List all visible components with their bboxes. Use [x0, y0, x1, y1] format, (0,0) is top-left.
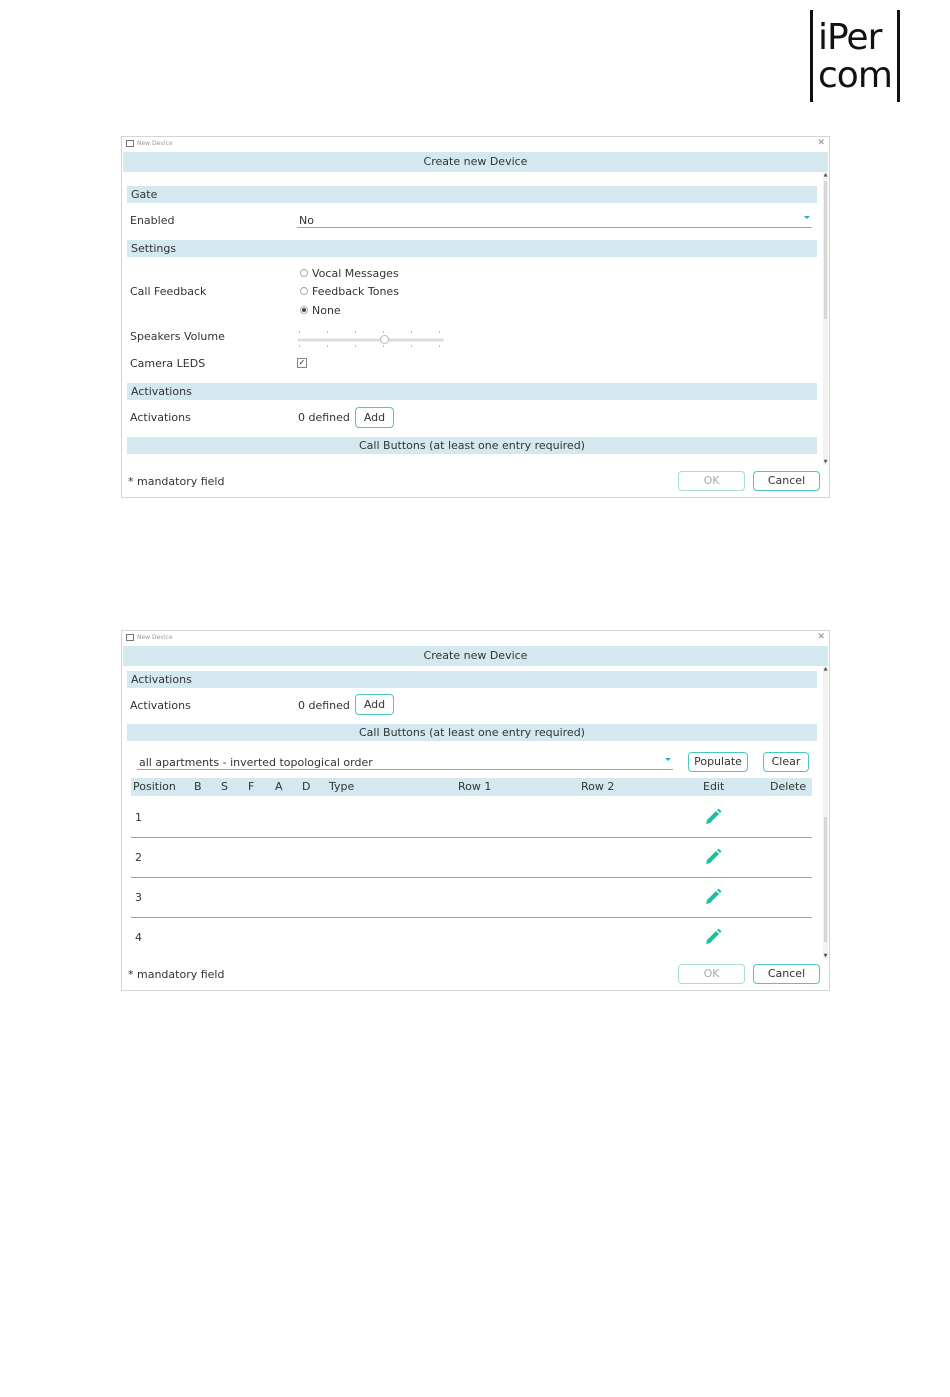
radio-label: Feedback Tones	[312, 285, 399, 298]
cancel-button[interactable]: Cancel	[753, 964, 820, 984]
logo-bar-right	[897, 10, 900, 102]
table-row	[131, 917, 812, 957]
col-f: F	[248, 780, 255, 793]
section-activations: Activations	[127, 671, 817, 688]
scroll-up-icon[interactable]: ▲	[823, 666, 828, 672]
slider-knob[interactable]	[380, 335, 389, 344]
slider-tick	[299, 345, 300, 347]
col-position: Position	[133, 780, 176, 793]
pencil-edit-icon[interactable]	[703, 847, 723, 867]
logo-text-line2: com	[818, 55, 892, 96]
row-position: 3	[135, 891, 142, 904]
table-row	[131, 877, 812, 918]
section-settings: Settings	[127, 240, 817, 257]
radio-icon	[300, 269, 308, 277]
radio-none[interactable]	[300, 304, 341, 317]
scroll-down-icon[interactable]: ▼	[823, 953, 828, 959]
speakers-volume-slider[interactable]	[297, 334, 444, 346]
slider-tick	[327, 331, 328, 333]
enabled-value: No	[299, 214, 314, 227]
ok-button[interactable]: OK	[678, 964, 745, 984]
scroll-thumb[interactable]	[824, 181, 827, 319]
activations-label: Activations	[130, 699, 191, 712]
ok-button[interactable]: OK	[678, 471, 745, 491]
slider-track	[297, 338, 444, 342]
radio-selected-icon	[300, 306, 308, 314]
camera-leds-label: Camera LEDS	[130, 357, 206, 370]
col-delete: Delete	[770, 780, 807, 793]
radio-label: Vocal Messages	[312, 267, 399, 280]
col-b: B	[194, 780, 202, 793]
camera-leds-checkbox[interactable]: ✓	[298, 358, 306, 367]
table-row	[131, 837, 812, 878]
col-row2: Row 2	[581, 780, 615, 793]
pencil-edit-icon[interactable]	[703, 807, 723, 827]
new-device-window-1	[121, 136, 830, 498]
order-select-value: all apartments - inverted topological order	[139, 756, 373, 769]
enabled-select[interactable]	[297, 213, 812, 228]
radio-vocal-messages[interactable]	[300, 267, 399, 280]
dialog-header: Create new Device	[123, 646, 828, 666]
slider-tick	[327, 345, 328, 347]
col-s: S	[221, 780, 228, 793]
close-icon[interactable]: ✕	[817, 632, 825, 642]
mandatory-field-note: * mandatory field	[128, 475, 225, 488]
clear-button[interactable]: Clear	[763, 752, 809, 772]
dialog-header: Create new Device	[123, 152, 828, 172]
window-title: New Device	[137, 140, 173, 147]
enabled-label: Enabled	[130, 214, 175, 227]
col-a: A	[275, 780, 283, 793]
col-d: D	[302, 780, 311, 793]
close-icon[interactable]: ✕	[817, 138, 825, 148]
section-gate: Gate	[127, 186, 817, 203]
slider-tick	[383, 345, 384, 347]
scrollbar[interactable]	[823, 667, 828, 959]
chevron-down-icon	[665, 758, 671, 761]
slider-tick	[355, 345, 356, 347]
order-select[interactable]	[137, 755, 673, 770]
row-position: 2	[135, 851, 142, 864]
iper-com-logo	[810, 10, 902, 102]
radio-feedback-tones[interactable]	[300, 285, 399, 298]
row-position: 4	[135, 931, 142, 944]
window-title: New Device	[137, 634, 173, 641]
logo-bar-left	[810, 10, 813, 102]
logo-text-line1: iPer	[818, 17, 882, 58]
row-position: 1	[135, 811, 142, 824]
slider-tick	[383, 331, 384, 333]
mandatory-field-note: * mandatory field	[128, 968, 225, 981]
slider-tick	[355, 331, 356, 333]
chevron-down-icon	[804, 216, 810, 219]
pencil-edit-icon[interactable]	[703, 887, 723, 907]
add-activation-button[interactable]: Add	[355, 694, 394, 715]
titlebar	[122, 137, 829, 151]
scroll-thumb[interactable]	[824, 817, 827, 942]
slider-tick	[439, 331, 440, 333]
section-call-buttons: Call Buttons (at least one entry required)	[127, 437, 817, 454]
cancel-button[interactable]: Cancel	[753, 471, 820, 491]
speakers-volume-label: Speakers Volume	[130, 330, 225, 343]
pencil-edit-icon[interactable]	[703, 927, 723, 947]
populate-button[interactable]: Populate	[688, 752, 748, 772]
activations-count: 0 defined	[298, 699, 350, 712]
scrollbar[interactable]	[823, 173, 828, 465]
slider-tick	[411, 331, 412, 333]
scroll-up-icon[interactable]: ▲	[823, 172, 828, 178]
radio-label: None	[312, 304, 341, 317]
slider-tick	[439, 345, 440, 347]
scroll-down-icon[interactable]: ▼	[823, 459, 828, 465]
slider-tick	[299, 331, 300, 333]
add-activation-button[interactable]: Add	[355, 407, 394, 428]
call-feedback-label: Call Feedback	[130, 285, 207, 298]
col-row1: Row 1	[458, 780, 492, 793]
app-icon	[126, 634, 134, 641]
col-type: Type	[329, 780, 355, 793]
app-icon	[126, 140, 134, 147]
activations-count: 0 defined	[298, 411, 350, 424]
titlebar	[122, 631, 829, 645]
section-activations: Activations	[127, 383, 817, 400]
col-edit: Edit	[703, 780, 725, 793]
new-device-window-2	[121, 630, 830, 991]
slider-tick	[411, 345, 412, 347]
table-header	[131, 778, 812, 796]
section-call-buttons: Call Buttons (at least one entry required)	[127, 724, 817, 741]
table-row	[131, 797, 812, 838]
activations-label: Activations	[130, 411, 191, 424]
radio-icon	[300, 287, 308, 295]
